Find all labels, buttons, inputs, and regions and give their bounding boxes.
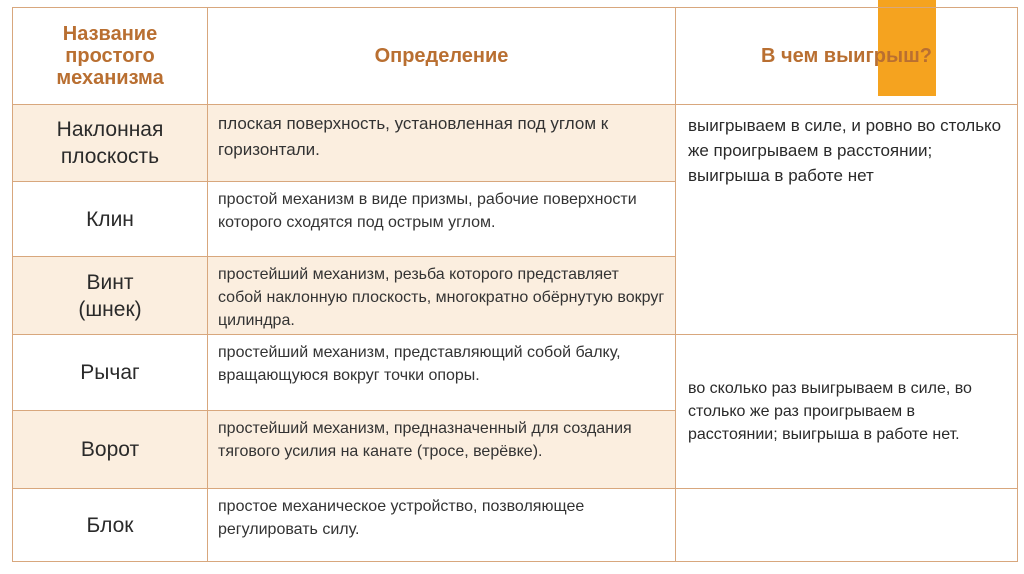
mechanism-definition: простейший механизм, представляющий собой балку, вращающуюся вокруг точки опоры. xyxy=(208,335,676,411)
mechanism-definition: простое механическое устройство, позволяющее регулировать силу. xyxy=(208,489,676,562)
mechanism-definition: плоская поверхность, установленная под углом к горизонтали. xyxy=(208,105,676,182)
mechanism-name: Наклонная плоскость xyxy=(13,105,208,182)
mechanism-name: Винт (шнек) xyxy=(13,257,208,335)
table-row xyxy=(13,105,1018,182)
header-definition: Определение xyxy=(208,8,676,105)
gain-cell-empty xyxy=(676,489,1018,562)
mechanism-definition: простой механизм в виде призмы, рабочие поверхности которого сходятся под острым углом. xyxy=(208,182,676,257)
mechanism-name: Блок xyxy=(13,489,208,562)
header-name: Название простого механизма xyxy=(13,8,208,105)
header-gain: В чем выигрыш? xyxy=(676,8,1018,105)
mechanisms-table xyxy=(12,7,1018,562)
mechanism-name: Ворот xyxy=(13,411,208,489)
mechanism-name: Рычаг xyxy=(13,335,208,411)
mechanism-name: Клин xyxy=(13,182,208,257)
gain-cell-lever: во сколько раз выигрываем в силе, во столько же раз проигрываем в расстоянии; выигрыша в работе нет. xyxy=(676,335,1018,489)
table-row xyxy=(13,489,1018,562)
gain-cell-force: выигрываем в силе, и ровно во столько же проигрываем в расстоянии; выигрыша в работе нет xyxy=(676,105,1018,335)
mechanism-definition: простейший механизм, резьба которого представляет собой наклонную плоскость, многократно обёрнутую вокруг цилиндра. xyxy=(208,257,676,335)
mechanism-definition: простейший механизм, предназначенный для создания тягового усилия на канате (тросе, верёвке). xyxy=(208,411,676,489)
header-row xyxy=(13,8,1018,105)
table-row xyxy=(13,335,1018,411)
